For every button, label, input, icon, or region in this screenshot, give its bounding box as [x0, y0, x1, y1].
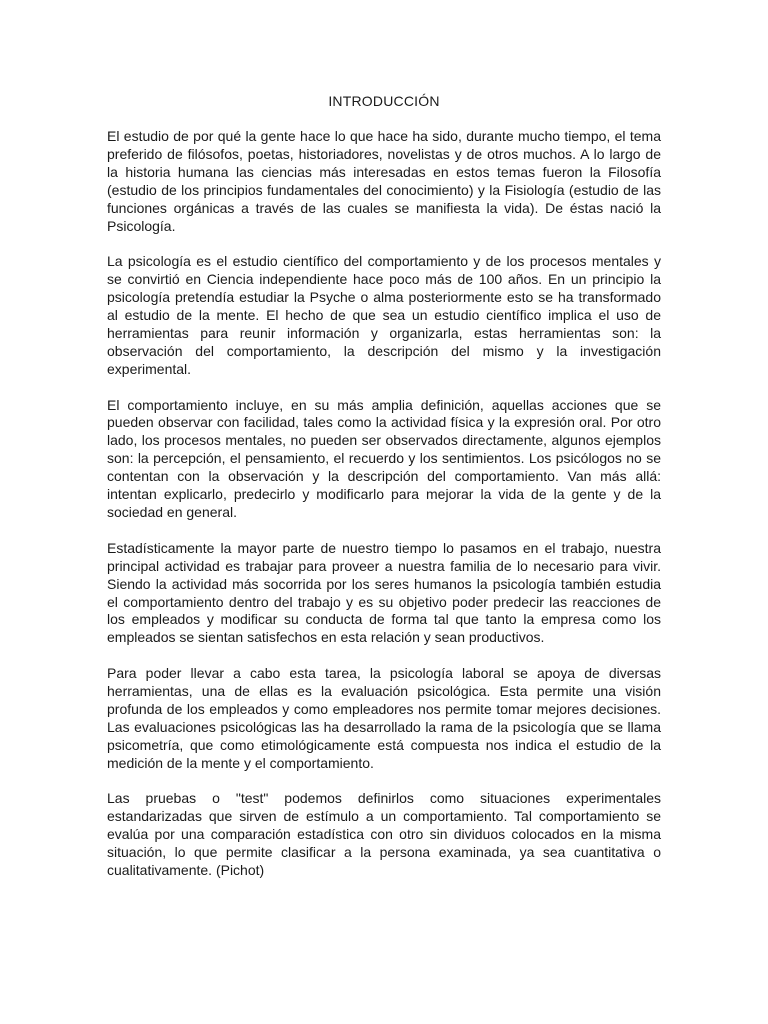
document-body	[107, 128, 661, 898]
paragraph: Estadísticamente la mayor parte de nuestro tiempo lo pasamos en el trabajo, nuestra principal actividad es trabajar para proveer a nuestra familia de lo necesario para vivir. Siendo la actividad más socorrida por los seres humanos la psicología también estudia el comportamiento dentro del trabajo y es su objetivo poder predecir las reacciones de los empleados y modificar su conducta de forma tal que tanto la empresa como los empleados se sientan satisfechos en esta relación y sean productivos.	[107, 539, 661, 646]
paragraph: El comportamiento incluye, en su más amplia definición, aquellas acciones que se pueden observar con facilidad, tales como la actividad física y la expresión oral. Por otro lado, los procesos mentales, no pueden ser observados directamente, algunos ejemplos son: la percepción, el pensamiento, el recuerdo y los sentimientos. Los psicólogos no se contentan con la observación y la descripción del comportamiento. Van más allá: intentan explicarlo, predecirlo y modificarlo para mejorar la vida de la gente y de la sociedad en general.	[107, 396, 661, 520]
paragraph: Las pruebas o "test" podemos definirlos como situaciones experimentales estandarizadas que sirven de estímulo a un comportamiento. Tal comportamiento se evalúa por una comparación estadística con otro sin dividuos colocados en la misma situación, lo que permite clasificar a la persona examinada, ya sea cuantitativa o cualitativamente. (Pichot)	[107, 790, 661, 879]
document-title: INTRODUCCIÓN	[328, 93, 440, 109]
paragraph: Para poder llevar a cabo esta tarea, la psicología laboral se apoya de diversas herramientas, una de ellas es la evaluación psicológica. Esta permite una visión profunda de los empleados y como empleadores nos permite tomar mejores decisiones. Las evaluaciones psicológicas las ha desarrollado la rama de la psicología que se llama psicometría, que como etimológicamente está compuesta nos indica el estudio de la medición de la mente y el comportamiento.	[107, 665, 661, 771]
paragraph: El estudio de por qué la gente hace lo que hace ha sido, durante mucho tiempo, el tema preferido de filósofos, poetas, historiadores, novelistas y de otros muchos. A lo largo de la historia humana las ciencias más interesadas en estos temas fueron la Filosofía (estudio de los principios fundamentales del conocimiento) y la Fisiología (estudio de las funciones orgánicas a través de las cuales se manifiesta la vida). De éstas nació la Psicología.	[107, 128, 661, 234]
paragraph: La psicología es el estudio científico del comportamiento y de los procesos mentales y se convirtió en Ciencia independiente hace poco más de 100 años. En un principio la psicología pretendía estudiar la Psyche o alma posteriormente esto se ha transformado al estudio de la mente. El hecho de que sea un estudio científico implica el uso de herramientas para reunir información y organizarla, estas herramientas son: la observación del comportamiento, la descripción del mismo y la investigación experimental.	[107, 253, 661, 377]
